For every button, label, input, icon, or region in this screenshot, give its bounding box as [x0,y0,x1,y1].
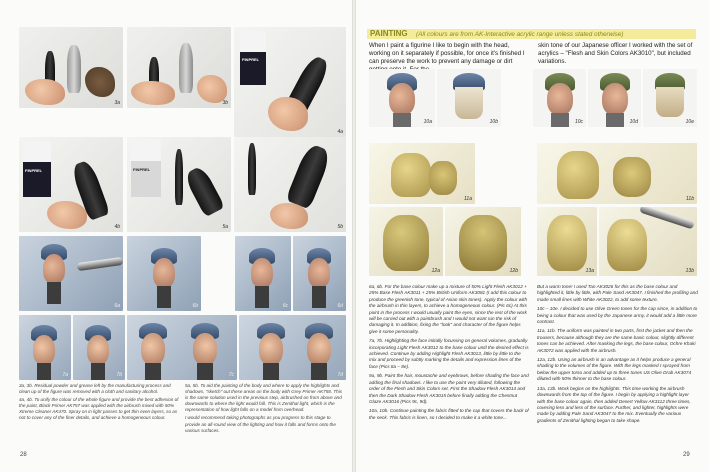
photo-10a [369,69,435,127]
figure-grey [67,45,81,93]
photo-6b [127,236,201,311]
neck-image [263,363,279,380]
photo-10b [437,69,501,127]
photo-10c [533,69,586,127]
photo-4a [234,27,346,137]
neck-image [37,363,51,380]
airbrush-image [77,257,123,271]
hand-image [25,79,65,105]
neck-image [312,286,326,308]
caption-column-left [19,383,181,422]
uniform-torso [613,157,651,197]
head-image [547,83,573,115]
photo-label: 12a [431,268,440,274]
figure-grey [179,43,193,93]
photo-label: 7c [228,372,234,378]
photo-label: 7a [62,372,68,378]
photo-label: 11a [464,196,472,202]
hand-image [131,81,175,105]
photo-6d [293,236,346,311]
body-paragraph: 10a, 10b. Continue painting the fabric fitted to the cap that covers the back of the neck. This fabric is linen, so I decided to make it a white tone... [369,408,529,420]
head-image [259,333,283,365]
body-paragraph: 12a, 12b. Using an airbrush is an advantage as it helps produce a general shading to the volumes of the figure. With the legs masked I sprayed from below the upper torso and added up to three tones US Olive Drab AK3074 diluted with 50% thinner to the base colour. [537,357,692,382]
neck-image [197,363,213,380]
photo-label: 6c [282,303,288,309]
body-paragraph: 9a, 9b. Paint the hair, moustache and eyebrows, before shading the face and adding the final shadows. I like to use the point very diluted, following the order of the Flesh and Skin Colors set. First the Shadow Flesh AK3014 and then the Dark Shadow Flesh AK3015 before finally adding the Chestnut Glaze AK3016 (Pics 9c, 9d). [369,373,529,404]
photo-label: 7b [116,372,122,378]
uniform-torso [547,215,587,271]
body-paragraph: 6a, 6b. For the base colour make up a mixture of 50% Light Flesh AK3012 + 25% Base Flesh AK3011 + 25% British Uniform AK3081 (I add this colour to produce the greenish tone, typical of Asian skin tones). Apply the colour with the airbrush in thin layers, to achieve a homogeneous colour. (Pic 6c) At this point in the process I would usually paint the eyes, since the rest of the work will be carried out with a paintbrush and I would not want run the risk of damaging it. In addition, fixing the "look" and character of the figure helps give it some personality. [369,284,528,334]
head-image [43,254,65,284]
photo-label: 3b [222,100,228,106]
body-paragraph: 13a, 13b. Work begins on the highlights. This time working the airbrush downwards from the top of the figure. I begin by applying a highlight layer with the base colour again, then added Desert Yellow AK3112 three times, covering less and less of the surface. Further, and lighter, highlights were made by adding Pale Sand AK3047 to the mix. Eventually the various gradients of Zenithal lighting began to take shape. [537,385,691,423]
photo-label: 6d [337,303,343,309]
hand-image [268,97,308,131]
uniform-torso [429,161,457,195]
photo-6c [235,236,291,311]
neck-image [157,286,171,308]
head-image [153,258,175,288]
page-number-left: 28 [20,452,27,458]
photo-12b [445,207,521,276]
photo-5a [127,137,231,232]
hand-image [197,75,227,103]
section-subtitle: (All colours are from AK-Interactive acrylic range unless stated otherwise) [416,31,624,38]
figure-black [183,165,225,218]
photo-label: 13a [585,268,594,274]
hand-image [47,201,87,229]
neck-image [47,282,61,304]
uniform-torso [557,151,599,199]
body-column-2 [537,284,698,427]
photo-label: 6b [192,303,198,309]
neck-image [311,363,327,380]
photo-11a [369,143,475,204]
photo-12a [369,207,443,276]
photo-label: 4a [337,129,343,135]
body-column-1 [369,284,529,424]
head-image [251,258,273,288]
neck-cloth [656,87,684,117]
uniform-torso [383,215,429,271]
photo-label: 13b [685,268,694,274]
photo-label: 11b [686,196,694,202]
neck-image [393,113,411,127]
paint-bottle: FINPREL [131,139,161,197]
figure-black [175,149,183,205]
caption-paragraph: 5a, 5b. To aid the painting of the body and where to apply the highlights and shadows, "sketch" out these areas on the body with Grey Primer AK758. This is the same solution used in the previous step, airbrushed on from above and downwards to where the light would fall. This is Zenithal light, which is the representation of how light falls on a model from overhead. [185,383,343,413]
caption-paragraph: I would recommend taking photographs as you progress to this stage to provide an all-round view of the lighting and how it falls and forms onto the various surfaces. [185,415,336,433]
neck-image [145,363,161,380]
caption-paragraph: 3a, 3b. Residual powder and grease left by the manufacturing process and clean up of the figure was removed with a cloth and sanitary alcohol. [19,383,171,395]
head-image [602,83,628,115]
photo-10d [588,69,641,127]
hand-image [270,203,308,229]
photo-10e [643,69,697,127]
body-paragraph: But a warm tone! I used Tan AK3026 for this as the base colour and highlighted it, little by little, with Pale Sand AK3047. I finished the profiling and made small lines with White AK3022, to add some texture. [537,284,698,302]
neck-cloth [455,87,483,119]
intro-paragraph-col2: skin tone of our Japanese officer I worked with the set of acrylics – "Flesh and Skin Colors AK3010", but included variations. [538,42,693,66]
photo-label: 5a [222,224,228,230]
uniform-torso [391,153,431,197]
photo-label: 7d [337,372,343,378]
intro-paragraph-col1: When I paint a figurine I like to begin with the head, working on it separately if possible, for once it's finished I can preserve the work to prevent any damage or dirt [369,42,525,66]
photo-label: 10e [685,119,694,125]
head-image [87,335,109,365]
head-image [33,335,55,365]
head-image [308,258,330,288]
photo-label: 12b [509,268,518,274]
photo-label: 10d [629,119,638,125]
caption-column-right [185,383,346,434]
hand-image [85,67,115,97]
photo-7c [127,315,237,380]
photo-13a [537,207,597,276]
photo-7d [239,315,346,380]
head-image [307,333,331,365]
photo-3a [19,27,123,108]
figure-black [248,143,256,195]
photo-5b [234,137,346,232]
photo-label: 3a [114,100,120,106]
body-paragraph: 10c – 10e. I decided to use Olive Green tones for the cap since, in addition to being a colour that was used by the Japanese army, it would add a little more contrast. [537,306,698,325]
photo-label: 10a [423,119,432,125]
head-image [141,333,165,365]
page-number-right: 29 [683,452,690,458]
neck-image [91,363,105,380]
airbrush-image [639,207,695,229]
photo-label: 10b [489,119,498,125]
photo-7a [19,315,71,380]
photo-label: 6a [114,303,120,309]
neck-image [606,113,624,127]
photo-label: 10c [574,119,583,125]
paint-bottle: FINPREL [23,141,51,197]
head-image [389,83,415,115]
photo-13b [599,207,697,276]
figure-black [285,142,332,209]
photo-11b [537,143,697,204]
photo-7b [73,315,125,380]
paint-bottle: FINPREL [240,31,266,85]
caption-paragraph: 4a, 4b. To unify the colour of the whole figure and provide the best adhesion of the paint, Black Primer AK757 was applied with the airbrush mixed with 50% Xtreme Cleaner AK470. Spray on in light passes to get thin even layers, so as not to cover any of the finer details, and achieve a homogeneous colour. [19,397,179,421]
section-title: PAINTING [370,29,408,38]
uniform-torso [607,219,647,271]
neck-image [255,286,269,308]
photo-label: 4b [114,224,120,230]
photo-6a [19,236,123,311]
neck-image [551,113,569,127]
body-paragraph: 11a, 11b. The uniform was painted in two parts, first the jacket and then the trousers, because although they are the same basic colour, slightly different tones can be achieved. After masking the legs, the base colour, Ochre Khaki AK3072 was applied with the airbrush. [537,328,696,353]
photo-label: 5b [337,224,343,230]
photo-3b [127,27,231,108]
uniform-torso [459,215,507,271]
photo-4b [19,137,123,232]
head-image [193,333,217,365]
body-paragraph: 7a, 7b. Highlighting the face initially focussing on general volumes, gradually incorporating Light Flesh AK3012 to the base colour until the desired effect is achieved. Continue by adding Highlight Flesh AK3013, little by little to the mix and proceed by subtly marking the details and expression lines of the face (Pics 8a – 8e). [369,338,529,369]
